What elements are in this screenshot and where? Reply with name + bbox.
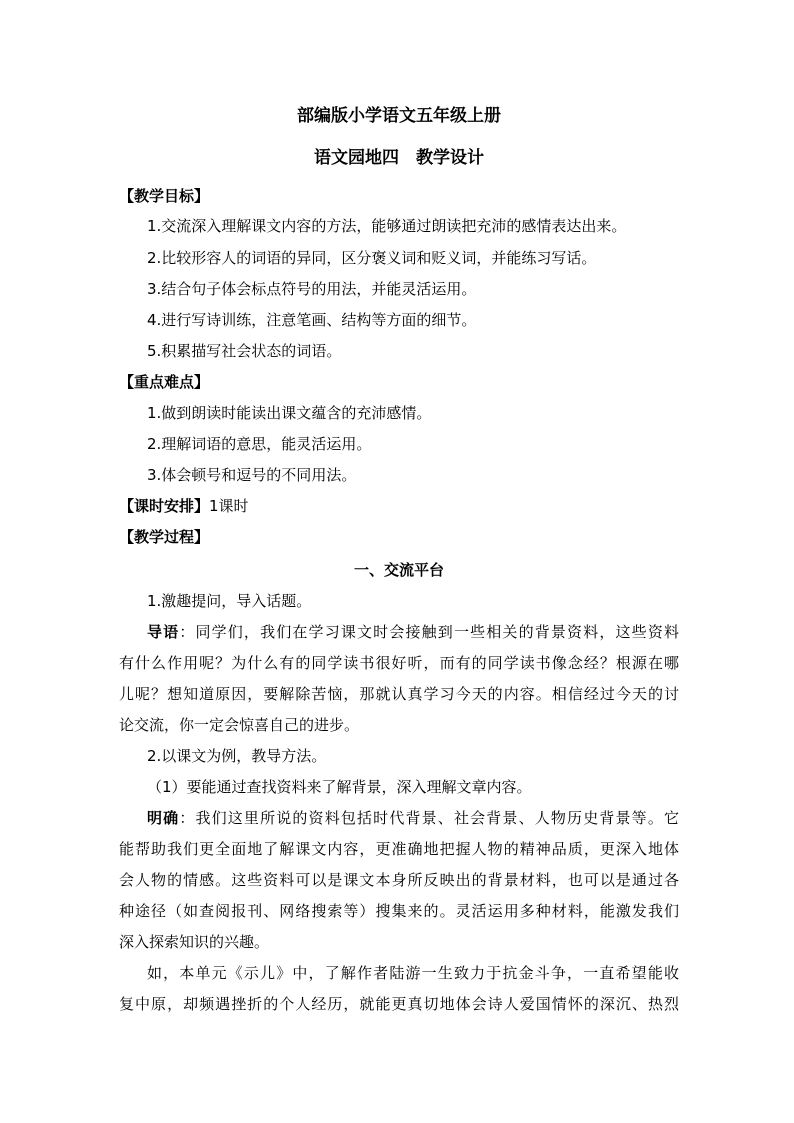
goal-item: 4.进行写诗训练，注意笔画、结构等方面的细节。 (147, 311, 477, 329)
example-paragraph-line: 如，本单元《示儿》中，了解作者陆游一生致力于抗金斗争，一直希望能收 (147, 964, 679, 982)
section-heading-goals: 【教学目标】 (119, 187, 210, 205)
goal-item: 1.交流深入理解课文内容的方法，能够通过朗读把充沛的感情表达出来。 (147, 217, 627, 235)
step-heading: 1.激趣提问，导入话题。 (147, 592, 312, 610)
section-heading-schedule: 【课时安排】 (119, 497, 210, 515)
clarify-label: 明确 (147, 809, 180, 827)
clarify-paragraph-line: 能帮助我们更全面地了解课文内容，更准确地把握人物的精神品质，更深入地体 (119, 840, 679, 858)
guide-paragraph-line: 论交流，你一定会惊喜自己的进步。 (119, 716, 360, 734)
example-paragraph-line: 复中原，却频遇挫折的个人经历，就能更真切地体会诗人爱国情怀的深沉、热烈 (119, 995, 679, 1013)
goal-item: 2.比较形容人的词语的异同，区分褒义词和贬义词，并能练习写话。 (147, 249, 597, 267)
sub-step-heading: （1）要能通过查找资料来了解背景，深入理解文章内容。 (147, 778, 532, 796)
schedule-line (119, 496, 679, 516)
schedule-value: 1课时 (209, 497, 249, 515)
step-heading: 2.以课文为例，教导方法。 (147, 747, 327, 765)
key-point-item: 3.体会顿号和逗号的不同用法。 (147, 466, 357, 484)
clarify-paragraph-line: 会人物的情感。这些资料可以是课文本身所反映出的背景材料，也可以是通过各 (119, 871, 679, 889)
clarify-paragraph-line: 种途径（如查阅报刊、网络搜索等）搜集来的。灵活运用多种材料，能激发我们 (119, 902, 679, 920)
clarify-paragraph-line: 明确：我们这里所说的资料包括时代背景、社会背景、人物历史背景等。它 (147, 809, 679, 827)
section-heading-key-points: 【重点难点】 (119, 373, 210, 391)
part-heading: 一、交流平台 (353, 561, 444, 579)
guide-paragraph-line: 有什么作用呢？为什么有的同学读书很好听，而有的同学读书像念经？根源在哪 (119, 654, 679, 672)
guide-label: 导语 (147, 623, 180, 641)
key-point-item: 1.做到朗读时能读出课文蕴含的充沛感情。 (147, 404, 432, 422)
document-subtitle: 语文园地四 教学设计 (314, 148, 484, 168)
key-point-item: 2.理解词语的意思，能灵活运用。 (147, 435, 372, 453)
clarify-paragraph-line: 深入探索知识的兴趣。 (119, 933, 270, 951)
section-heading-process: 【教学过程】 (119, 528, 210, 546)
goal-item: 5.积累描写社会状态的词语。 (147, 342, 342, 360)
document-title: 部编版小学语文五年级上册 (297, 106, 501, 126)
guide-paragraph-line: 导语：同学们，我们在学习课文时会接触到一些相关的背景资料，这些资料 (147, 623, 679, 641)
goal-item: 3.结合句子体会标点符号的用法，并能灵活运用。 (147, 280, 477, 298)
guide-paragraph-line: 儿呢？想知道原因，要解除苦恼，那就认真学习今天的内容。相信经过今天的讨 (119, 685, 679, 703)
